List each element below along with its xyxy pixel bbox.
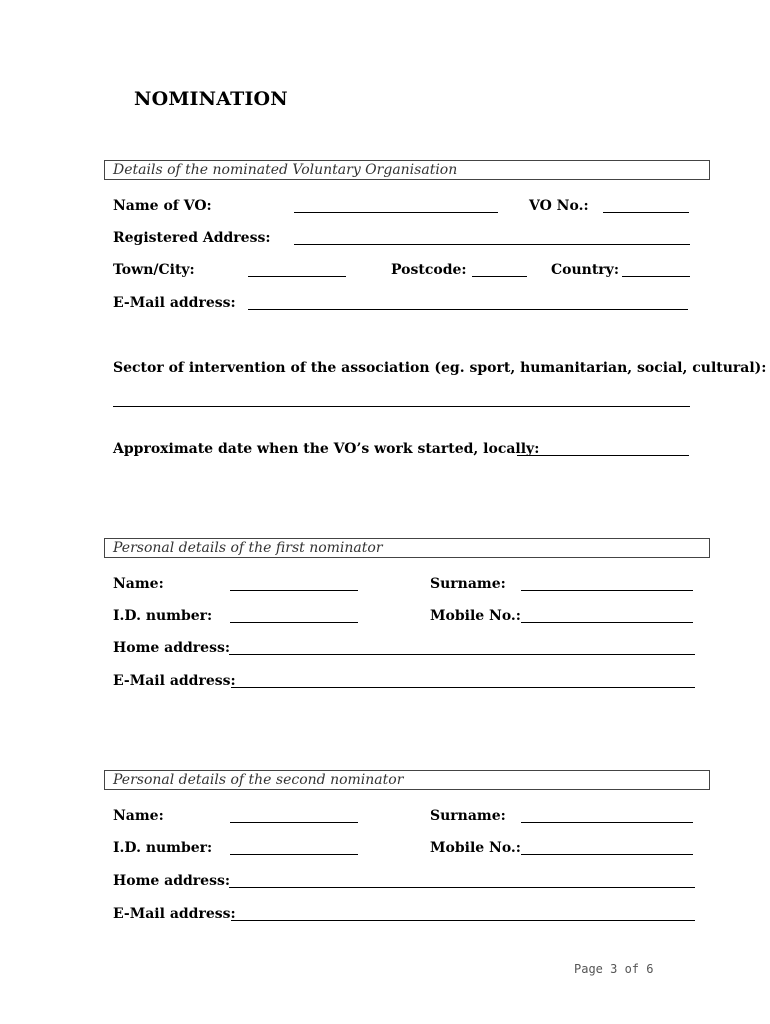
town-field[interactable] bbox=[248, 276, 346, 277]
second-name-field[interactable] bbox=[230, 822, 358, 823]
first-nominator-header bbox=[104, 538, 710, 558]
vo-email-field[interactable] bbox=[248, 309, 688, 310]
country-label: Country: bbox=[551, 262, 619, 278]
second-name-label: Name: bbox=[113, 808, 164, 824]
sector-label: Sector of intervention of the association (eg. sport, humanitarian, social, cultural): bbox=[113, 360, 767, 376]
vo-name-label: Name of VO: bbox=[113, 198, 212, 214]
vo-section-header bbox=[104, 160, 710, 180]
first-id-field[interactable] bbox=[230, 622, 358, 623]
second-home-label: Home address: bbox=[113, 873, 231, 889]
first-surname-field[interactable] bbox=[521, 590, 693, 591]
page-number: Page 3 of 6 bbox=[574, 962, 654, 976]
vo-section-heading: Details of the nominated Voluntary Organisation bbox=[113, 162, 458, 178]
page-title: NOMINATION bbox=[134, 88, 288, 110]
second-home-field[interactable] bbox=[229, 887, 695, 888]
postcode-field[interactable] bbox=[472, 276, 527, 277]
first-nominator-heading: Personal details of the first nominator bbox=[113, 540, 383, 556]
second-email-field[interactable] bbox=[231, 920, 695, 921]
first-email-field[interactable] bbox=[231, 687, 695, 688]
second-email-label: E-Mail address: bbox=[113, 906, 236, 922]
vo-number-field[interactable] bbox=[603, 212, 689, 213]
second-surname-label: Surname: bbox=[430, 808, 506, 824]
second-surname-field[interactable] bbox=[521, 822, 693, 823]
first-mobile-field[interactable] bbox=[521, 622, 693, 623]
first-mobile-label: Mobile No.: bbox=[430, 608, 521, 624]
town-label: Town/City: bbox=[113, 262, 195, 278]
first-surname-label: Surname: bbox=[430, 576, 506, 592]
first-id-label: I.D. number: bbox=[113, 608, 213, 624]
registered-address-field[interactable] bbox=[294, 244, 690, 245]
first-home-label: Home address: bbox=[113, 640, 231, 656]
start-date-field[interactable] bbox=[517, 455, 689, 456]
first-name-label: Name: bbox=[113, 576, 164, 592]
registered-address-label: Registered Address: bbox=[113, 230, 271, 246]
second-nominator-header bbox=[104, 770, 710, 790]
country-field[interactable] bbox=[622, 276, 690, 277]
second-nominator-heading: Personal details of the second nominator bbox=[113, 772, 404, 788]
vo-email-label: E-Mail address: bbox=[113, 295, 236, 311]
second-id-field[interactable] bbox=[230, 854, 358, 855]
vo-number-label: VO No.: bbox=[529, 198, 589, 214]
postcode-label: Postcode: bbox=[391, 262, 467, 278]
first-name-field[interactable] bbox=[230, 590, 358, 591]
first-home-field[interactable] bbox=[229, 654, 695, 655]
first-email-label: E-Mail address: bbox=[113, 673, 236, 689]
second-mobile-field[interactable] bbox=[521, 854, 693, 855]
sector-field[interactable] bbox=[113, 406, 690, 407]
vo-name-field[interactable] bbox=[294, 212, 498, 213]
second-mobile-label: Mobile No.: bbox=[430, 840, 521, 856]
second-id-label: I.D. number: bbox=[113, 840, 213, 856]
start-date-label: Approximate date when the VO’s work started, locally: bbox=[113, 441, 540, 457]
